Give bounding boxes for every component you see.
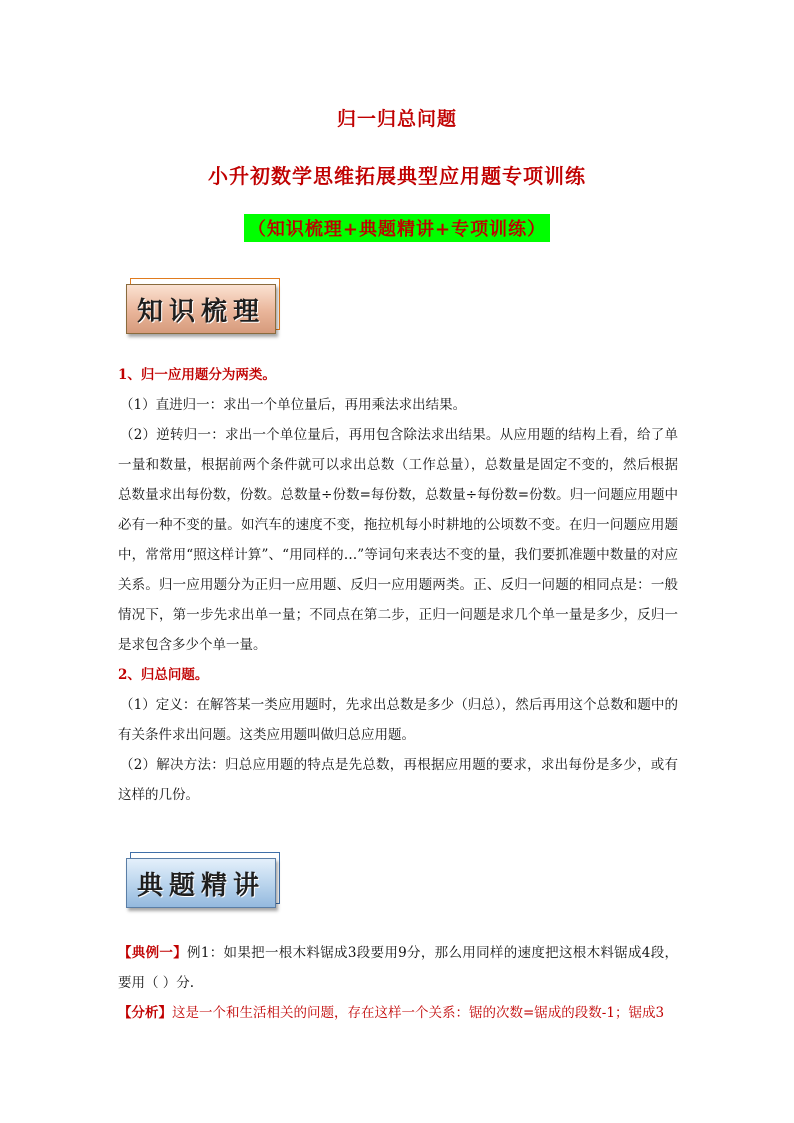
document-tagline-wrap (0, 214, 794, 242)
knowledge-paragraph-4: （2）解决方法：归总应用题的特点是先总数，再根据应用题的要求，求出每份是多少，或有这样的几份。 (118, 757, 678, 803)
example-content (118, 938, 678, 1028)
knowledge-heading-1: 1、归一应用题分为两类。 (118, 367, 276, 383)
knowledge-content (118, 360, 678, 810)
analysis-text: 这是一个和生活相关的问题，存在这样一个关系：锯的次数=锯成的段数-1；锯成3 (172, 1005, 665, 1021)
knowledge-paragraph-3: （1）定义：在解答某一类应用题时，先求出总数是多少（归总），然后再用这个总数和题中的有关条件求出问题。这类应用题叫做归总应用题。 (118, 697, 678, 743)
document-tagline: （知识梳理+典题精讲+专项训练） (244, 214, 550, 242)
analysis-tag: 【分析】 (118, 1005, 172, 1021)
section-header-examples (126, 858, 276, 908)
document-title: 归一归总问题 (336, 108, 457, 130)
example-tag: 【典例一】 (118, 945, 188, 961)
section-header-label: 典题精讲 (126, 858, 276, 908)
example-question-text: 例1：如果把一根木料锯成3段要用9分，那么用同样的速度把这根木料锯成4段，要用（ ）分. (118, 945, 679, 991)
knowledge-paragraph-1: （1）直进归一：求出一个单位量后，再用乘法求出结果。 (120, 397, 467, 413)
document-subtitle: 小升初数学思维拓展典型应用题专项训练 (208, 164, 586, 188)
example-question (118, 938, 678, 998)
knowledge-paragraph-2: （2）逆转归一：求出一个单位量后，再用包含除法求出结果。从应用题的结构上看，给了单一量和数量，根据前两个条件就可以求出总数（工作总量），总数量是固定不变的，然后根据总数量求出每份数，份数。总数量÷份数=每份数，总数量÷每份数=份数。归一问题应用题中必有一种不变的量。如汽车的速度不变，拖拉机每小时耕地的公顷数不变。在归一问题应用题中，常常用“照这样计算”、“用同样的…”等词句来表达不变的量，我们要抓准题中数量的对应关系。归一应用题分为正归一应用题、反归一应用题两类。正、反归一问题的相同点是：一般情况下，第一步先求出单一量；不同点在第二步，正归一问题是求几个单一量是多少，反归一是求包含多少个单一量。 (118, 427, 678, 653)
section-header-knowledge (126, 284, 276, 334)
section-header-label: 知识梳理 (126, 284, 276, 334)
knowledge-heading-2: 2、归总问题。 (118, 667, 209, 683)
example-analysis (118, 998, 678, 1028)
